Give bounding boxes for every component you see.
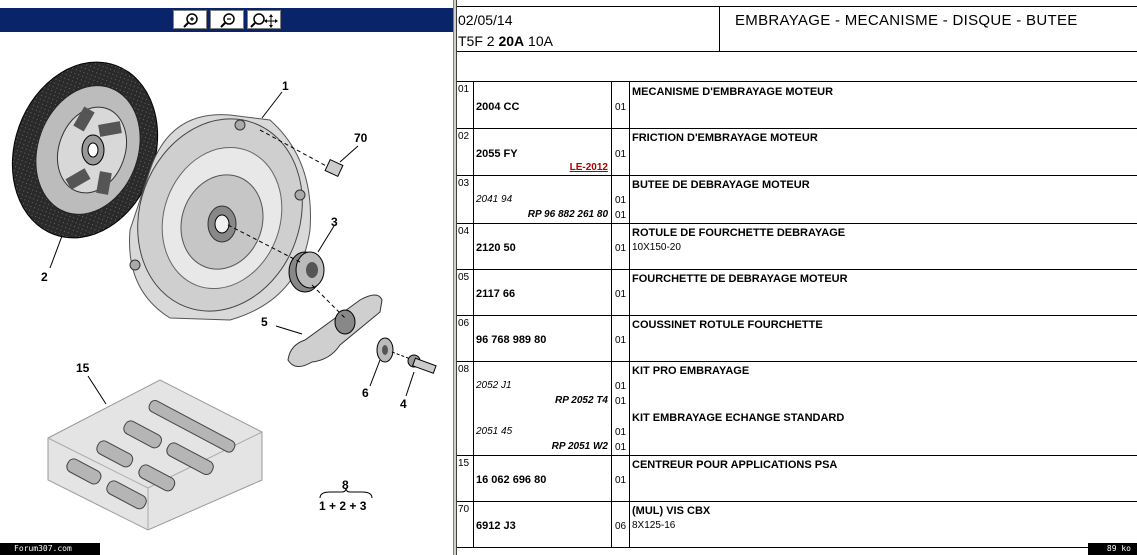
zoom-toolbar xyxy=(0,8,453,32)
quantity: 01 xyxy=(615,210,627,221)
callout-1: 1 xyxy=(282,79,289,93)
row-number: 06 xyxy=(458,318,470,329)
part-description: MECANISME D'EMBRAYAGE MOTEUR xyxy=(632,86,834,98)
callout-8: 8 xyxy=(342,478,349,492)
quantity: 01 xyxy=(615,396,627,407)
table-row[interactable] xyxy=(457,224,1137,270)
page-title: EMBRAYAGE - MECANISME - DISQUE - BUTEE xyxy=(735,12,1078,29)
row-number: 01 xyxy=(458,84,470,95)
callout-5: 5 xyxy=(261,315,268,329)
callout-15: 15 xyxy=(76,361,90,375)
group-formula: 1 + 2 + 3 xyxy=(319,499,367,513)
table-row[interactable] xyxy=(457,270,1137,316)
row-number: 05 xyxy=(458,272,470,283)
zoom-move-icon xyxy=(249,12,279,28)
zoom-out-icon xyxy=(212,12,242,28)
centering-tool-kit xyxy=(48,380,262,530)
part-description: CENTREUR POUR APPLICATIONS PSA xyxy=(632,459,838,471)
callout-6: 6 xyxy=(362,386,369,400)
part-description: ROTULE DE FOURCHETTE DEBRAYAGE xyxy=(632,227,846,239)
parts-header xyxy=(457,6,1137,52)
part-reference[interactable]: 6912 J3 xyxy=(476,520,516,532)
row-number: 02 xyxy=(458,131,470,142)
date-limit-link[interactable]: LE-2012 xyxy=(569,162,608,173)
file-size-badge: 89 ko xyxy=(1088,543,1137,555)
table-row[interactable] xyxy=(457,129,1137,176)
row-number: 08 xyxy=(458,364,470,375)
zoom-out-button[interactable] xyxy=(210,10,244,29)
zoom-in-button[interactable] xyxy=(173,10,207,29)
parts-table xyxy=(457,82,1137,548)
part-dimensions: 8X125-16 xyxy=(632,520,676,531)
row-number: 15 xyxy=(458,458,470,469)
table-row[interactable] xyxy=(457,82,1137,129)
table-row[interactable] xyxy=(457,502,1137,548)
part-reference-superseded[interactable]: 2051 45 xyxy=(476,426,513,437)
quantity: 01 xyxy=(615,442,627,453)
part-reference[interactable]: 2120 50 xyxy=(476,242,516,254)
catalog-date: 02/05/14 xyxy=(458,12,513,28)
part-reference[interactable]: 2004 CC xyxy=(476,101,520,113)
part-reference[interactable]: 16 062 696 80 xyxy=(476,474,547,486)
part-description: FOURCHETTE DE DEBRAYAGE MOTEUR xyxy=(632,273,848,285)
fork-bushing xyxy=(377,338,393,362)
quantity: 01 xyxy=(615,427,627,438)
row-number: 03 xyxy=(458,178,470,189)
quantity: 01 xyxy=(615,102,627,113)
pivot-ball-stud xyxy=(392,352,436,373)
quantity: 06 xyxy=(615,521,627,532)
callout-2: 2 xyxy=(41,270,48,284)
part-description: FRICTION D'EMBRAYAGE MOTEUR xyxy=(632,132,818,144)
callout-70: 70 xyxy=(354,131,368,145)
replacement-part-reference[interactable]: RP 96 882 261 80 xyxy=(527,209,608,220)
part-reference-superseded[interactable]: 2052 J1 xyxy=(476,380,512,391)
row-number: 70 xyxy=(458,504,470,515)
part-description: KIT PRO EMBRAYAGE xyxy=(632,365,750,377)
part-description: KIT EMBRAYAGE ECHANGE STANDARD xyxy=(632,412,845,424)
header-divider xyxy=(719,7,720,52)
vehicle-code-suffix: 10A xyxy=(524,33,553,49)
quantity: 01 xyxy=(615,381,627,392)
quantity: 01 xyxy=(615,149,627,160)
zoom-in-icon xyxy=(175,12,205,28)
quantity: 01 xyxy=(615,335,627,346)
quantity: 01 xyxy=(615,475,627,486)
callout-4: 4 xyxy=(400,397,407,411)
vehicle-code-engine: 20A xyxy=(498,33,525,49)
quantity: 01 xyxy=(615,243,627,254)
row-number: 04 xyxy=(458,226,470,237)
table-row[interactable] xyxy=(457,362,1137,456)
diagram-pane xyxy=(0,0,453,555)
part-description: BUTEE DE DEBRAYAGE MOTEUR xyxy=(632,179,810,191)
table-row[interactable] xyxy=(457,316,1137,362)
vehicle-code xyxy=(458,33,553,49)
exploded-view-diagram xyxy=(0,32,453,542)
quantity: 01 xyxy=(615,195,627,206)
part-reference[interactable]: 96 768 989 80 xyxy=(476,334,547,346)
part-description: (MUL) VIS CBX xyxy=(632,505,711,517)
part-reference[interactable]: 2055 FY xyxy=(476,148,518,160)
zoom-pan-button[interactable] xyxy=(247,10,281,29)
part-reference-superseded[interactable]: 2041 94 xyxy=(476,194,513,205)
callout-3: 3 xyxy=(331,215,338,229)
part-description: COUSSINET ROTULE FOURCHETTE xyxy=(632,319,823,331)
forum-watermark: Forum307.com xyxy=(0,543,100,555)
vehicle-code-prefix: T5F 2 xyxy=(458,33,499,49)
release-fork xyxy=(288,285,382,367)
replacement-part-reference[interactable]: RP 2052 T4 xyxy=(555,395,608,406)
part-reference[interactable]: 2117 66 xyxy=(476,288,516,300)
table-row[interactable] xyxy=(457,176,1137,224)
quantity: 01 xyxy=(615,289,627,300)
replacement-part-reference[interactable]: RP 2051 W2 xyxy=(551,441,608,452)
table-row[interactable] xyxy=(457,456,1137,502)
part-dimensions: 10X150-20 xyxy=(632,242,681,253)
parts-list-pane xyxy=(457,0,1137,555)
